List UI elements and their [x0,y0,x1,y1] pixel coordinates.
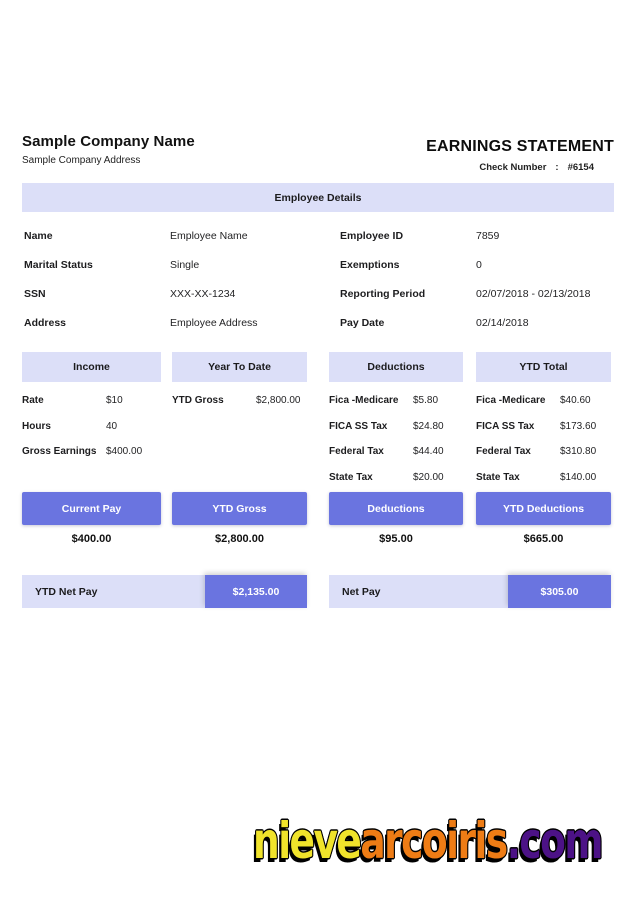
row-label: State Tax [329,471,373,483]
employee-details-grid [24,221,614,337]
section-deductions [329,352,463,490]
ytd-total-row-fica-ss-tax [476,414,611,440]
row-value: $40.60 [560,395,591,407]
field-label-address: Address [24,316,67,329]
statement-header [426,138,614,173]
row-value: $173.60 [560,420,597,432]
section-ytd-total [476,352,611,490]
section-header-deductions: Deductions [329,352,463,382]
field-value-exemptions: 0 [476,258,482,271]
row-value: $400.00 [106,446,143,458]
field-value-address: Employee Address [170,316,258,329]
field-value-marital-status: Single [170,258,200,271]
income-row-hours [22,414,161,440]
ytd-total-row-state-tax [476,465,611,491]
field-value-pay-date: 02/14/2018 [476,316,529,329]
section-header-income: Income [22,352,161,382]
row-value: $2,800.00 [256,395,301,407]
deduction-row-fica-medicare [329,388,463,414]
row-value: $310.80 [560,446,597,458]
employee-details-title: Employee Details [274,191,362,204]
check-number-value: #6154 [567,162,594,173]
total-header-ytd-gross: YTD Gross [172,492,307,525]
field-label-name: Name [24,229,53,242]
row-label: FICA SS Tax [476,420,535,432]
ytd-net-pay-label: YTD Net Pay [35,585,98,598]
field-label-employee-id: Employee ID [340,229,404,242]
income-row-rate [22,388,161,414]
company-address: Sample Company Address [22,155,141,166]
row-label: FICA SS Tax [329,420,388,432]
net-pay-row [329,575,611,608]
row-value: $24.80 [413,420,444,432]
total-value-deductions: $95.00 [379,533,413,545]
net-pay-label: Net Pay [342,585,381,598]
net-pay-value: $305.00 [508,575,611,608]
row-label: Fica -Medicare [476,395,546,407]
deduction-row-fica-ss-tax [329,414,463,440]
row-value: $140.00 [560,471,597,483]
field-value-employee-id: 7859 [476,229,500,242]
field-label-pay-date: Pay Date [340,316,385,329]
check-number-line [426,162,594,173]
field-value-reporting-period: 02/07/2018 - 02/13/2018 [476,287,591,300]
ytd-net-pay-value: $2,135.00 [205,575,307,608]
row-label: Gross Earnings [22,446,97,458]
row-label: YTD Gross [172,395,224,407]
row-label: Rate [22,395,44,407]
field-value-ssn: XXX-XX-1234 [170,287,236,300]
field-label-exemptions: Exemptions [340,258,400,271]
row-value: 40 [106,420,118,432]
section-header-year-to-date: Year To Date [172,352,307,382]
employee-details-banner [22,183,614,212]
total-value-ytd-deductions: $665.00 [523,533,564,545]
company-name: Sample Company Name [22,133,195,150]
total-header-current-pay: Current Pay [22,492,161,525]
field-label-ssn: SSN [24,287,46,300]
section-header-ytd-total: YTD Total [476,352,611,382]
row-label: Hours [22,420,51,432]
company-header [22,133,195,166]
watermark-segment-yellow: nieve [253,812,361,870]
deduction-row-state-tax [329,465,463,491]
row-label: Fica -Medicare [329,395,399,407]
field-label-reporting-period: Reporting Period [340,287,426,300]
row-value: $5.80 [413,395,439,407]
ytd-total-row-federal-tax [476,439,611,465]
row-label: Federal Tax [329,446,384,458]
statement-title: EARNINGS STATEMENT [426,138,614,155]
section-income [22,352,161,465]
total-value-ytd-gross: $2,800.00 [215,533,264,545]
row-value: $44.40 [413,446,444,458]
ytd-net-pay-row [22,575,307,608]
watermark-nievearcoiris [253,812,602,870]
field-value-name: Employee Name [170,229,248,242]
watermark-segment-purple: .com [506,812,603,870]
income-row-gross-earnings [22,439,161,465]
ytd-row-gross [172,388,307,414]
field-label-marital-status: Marital Status [24,258,93,271]
watermark-segment-orange: arcoiris [360,812,507,870]
row-value: $10 [106,395,123,407]
ytd-total-row-fica-medicare [476,388,611,414]
row-value: $20.00 [413,471,444,483]
section-year-to-date [172,352,307,414]
row-label: Federal Tax [476,446,531,458]
total-header-deductions: Deductions [329,492,463,525]
deduction-row-federal-tax [329,439,463,465]
row-label: State Tax [476,471,520,483]
total-value-current-pay: $400.00 [71,533,112,545]
check-number-label: Check Number [479,162,547,173]
total-header-ytd-deductions: YTD Deductions [476,492,611,525]
check-number-separator: : [555,162,559,173]
